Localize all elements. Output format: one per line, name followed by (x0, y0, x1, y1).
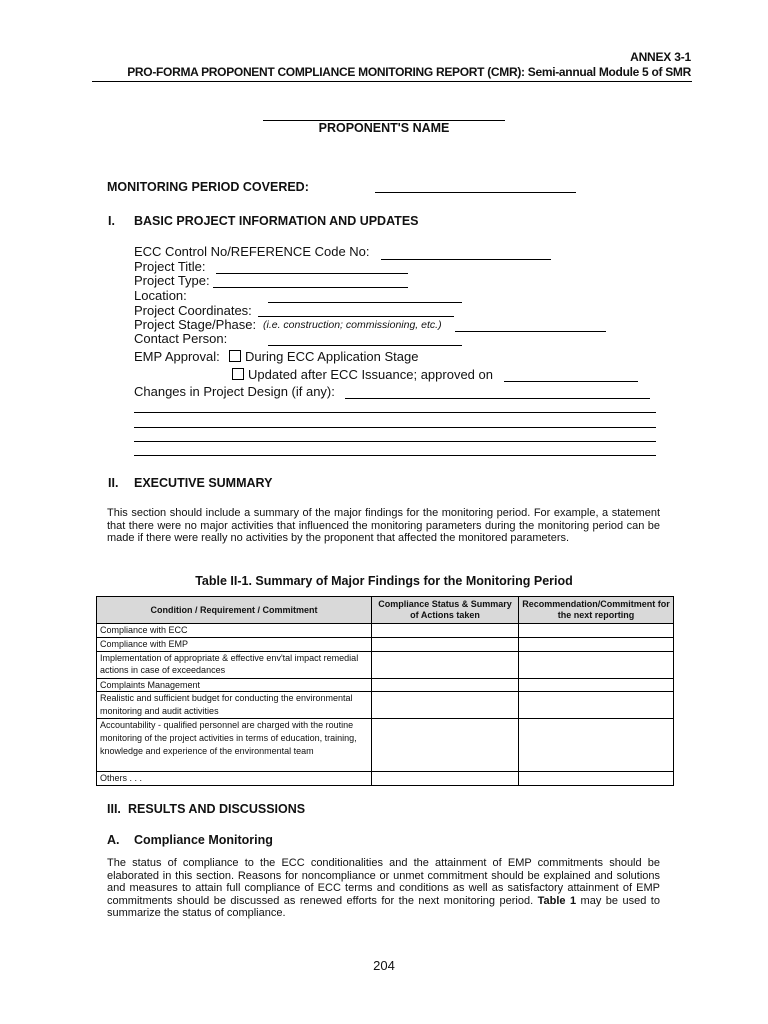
field-changes-label: Changes in Project Design (if any): (134, 384, 335, 399)
checkbox-during-ecc[interactable] (229, 350, 241, 362)
monitoring-period-label: MONITORING PERIOD COVERED: (107, 180, 309, 194)
annex-label: ANNEX 3-1 (630, 50, 691, 64)
table-caption: Table II-1. Summary of Major Findings for the Monitoring Period (195, 574, 573, 588)
field-title-line (216, 273, 408, 274)
executive-summary-paragraph: This section should include a summary of the major findings for the monitoring period. For example, a statement that there were no major activities that influenced the monitoring parameters during the monitoring period can be made if there were really no activities by the proponent that affected the monitored parameters. (107, 507, 660, 545)
table-row (97, 692, 674, 719)
field-stage-hint: (i.e. construction; commissioning, etc.) (263, 319, 442, 331)
table-1-reference: Table 1 (537, 894, 577, 907)
emp-option-during-ecc-label: During ECC Application Stage (245, 349, 419, 364)
table-row (97, 718, 674, 771)
checkbox-updated-after-ecc[interactable] (232, 368, 244, 380)
emp-option-during-ecc[interactable] (229, 349, 418, 364)
row-status-cell[interactable] (372, 771, 519, 785)
emp-option-updated-label: Updated after ECC Issuance; approved on (248, 367, 493, 382)
compliance-monitoring-paragraph (107, 857, 660, 920)
field-emp-label: EMP Approval: (134, 349, 220, 364)
table-row (97, 637, 674, 651)
section3-number: III. (107, 802, 121, 816)
field-ecc-line (381, 259, 551, 260)
field-coords-line (258, 316, 454, 317)
row-status-cell[interactable] (372, 678, 519, 692)
field-coords-label: Project Coordinates: (134, 303, 252, 318)
row-status-cell[interactable] (372, 692, 519, 719)
row-condition: Complaints Management (97, 678, 372, 692)
field-location-line (268, 302, 462, 303)
field-ecc-label: ECC Control No/REFERENCE Code No: (134, 244, 370, 259)
row-condition: Realistic and sufficient budget for conducting the environmental monitoring and audit activities (97, 692, 372, 719)
changes-line-5 (134, 455, 656, 456)
compliance-paragraph-text: The status of compliance to the ECC conditionalities and the attainment of EMP commitments should be elaborated in this section. Reasons for noncompliance or unmet commitment should be explained and solutions and measures to attain full compliance of ECC terms and conditions as well as satisfactory attainment of EMP commitments should be discussed as renewed efforts for the next monitoring period. (107, 857, 660, 907)
changes-line-1 (345, 398, 650, 399)
row-recommendation-cell[interactable] (519, 651, 674, 678)
section2-number: II. (108, 476, 119, 490)
field-location-label: Location: (134, 288, 187, 303)
row-condition: Compliance with ECC (97, 624, 372, 638)
subsection-a-title: Compliance Monitoring (134, 833, 273, 847)
section3-title: RESULTS AND DISCUSSIONS (128, 802, 306, 816)
subsection-a-letter: A. (107, 833, 120, 847)
row-recommendation-cell[interactable] (519, 718, 674, 771)
row-condition: Implementation of appropriate & effective env'tal impact remedial actions in case of exceedances (97, 651, 372, 678)
report-title: PRO-FORMA PROPONENT COMPLIANCE MONITORING REPORT (CMR): Semi-annual Module 5 of SMR (127, 65, 691, 79)
table-row (97, 771, 674, 785)
row-condition: Accountability - qualified personnel are charged with the routine monitoring of the project activities in terms of education, training, knowledge and experience of the environmental team (97, 718, 372, 771)
table-row (97, 624, 674, 638)
section1-title: BASIC PROJECT INFORMATION AND UPDATES (134, 214, 419, 228)
proponent-name-label: PROPONENT'S NAME (318, 121, 450, 135)
header-recommendation: Recommendation/Commitment for the next reporting (519, 597, 674, 624)
row-recommendation-cell[interactable] (519, 678, 674, 692)
field-title-label: Project Title: (134, 259, 206, 274)
row-recommendation-cell[interactable] (519, 771, 674, 785)
changes-line-4 (134, 441, 656, 442)
row-status-cell[interactable] (372, 637, 519, 651)
header-rule (92, 81, 692, 82)
section1-number: I. (108, 214, 115, 228)
table-row (97, 651, 674, 678)
section2-title: EXECUTIVE SUMMARY (134, 476, 273, 490)
row-condition: Others . . . (97, 771, 372, 785)
changes-line-3 (134, 427, 656, 428)
row-recommendation-cell[interactable] (519, 637, 674, 651)
row-recommendation-cell[interactable] (519, 692, 674, 719)
field-stage-label: Project Stage/Phase: (134, 317, 257, 332)
row-status-cell[interactable] (372, 718, 519, 771)
row-status-cell[interactable] (372, 651, 519, 678)
table-row (97, 678, 674, 692)
field-type-label: Project Type: (134, 273, 210, 288)
header-condition: Condition / Requirement / Commitment (97, 597, 372, 624)
changes-line-2 (134, 412, 656, 413)
row-status-cell[interactable] (372, 624, 519, 638)
field-stage-line (455, 331, 606, 332)
field-type-line (213, 287, 408, 288)
field-contact-label: Contact Person: (134, 331, 228, 346)
header-status: Compliance Status & Summary of Actions taken (372, 597, 519, 624)
emp-approved-date-line (504, 381, 638, 382)
monitoring-period-line (375, 192, 576, 193)
field-contact-line (268, 345, 462, 346)
compliance-paragraph-end: may be used to summarize the status of compliance. (107, 894, 660, 920)
row-recommendation-cell[interactable] (519, 624, 674, 638)
page-number: 204 (373, 958, 395, 973)
summary-table (96, 596, 674, 786)
row-condition: Compliance with EMP (97, 637, 372, 651)
emp-option-updated[interactable] (232, 367, 493, 382)
